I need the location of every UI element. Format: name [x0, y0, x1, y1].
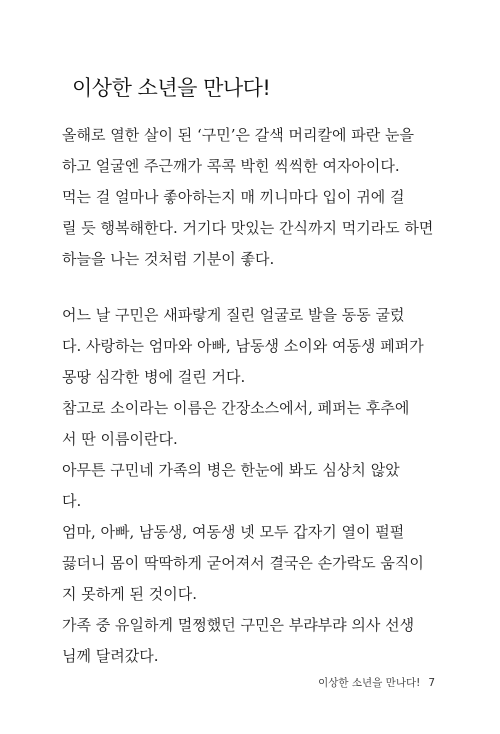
text-line: 서 딴 이름이란다. [62, 430, 178, 448]
text-line: 하고 얼굴엔 주근깨가 콕콕 박힌 씩씩한 여자아이다. [62, 157, 400, 175]
text-line: 아무튼 구민네 가족의 병은 한눈에 봐도 심상치 않았 [62, 461, 400, 479]
text-line: 올해로 열한 살이 된 ‘구민’은 갈색 머리칼에 파란 눈을 [62, 126, 414, 144]
text-line: 어느 날 구민은 새파랗게 질린 얼굴로 발을 동동 굴렀 [62, 306, 405, 324]
text-line: 지 못하게 된 것이다. [62, 585, 197, 603]
text-line: 가족 중 유일하게 멀쩡했던 구민은 부랴부랴 의사 선생 [62, 616, 415, 634]
paragraph [62, 610, 452, 672]
body-text [62, 300, 452, 672]
text-line: 릴 듯 행복해한다. 거기다 맛있는 간식까지 먹기라도 하면 [62, 219, 434, 237]
text-line: 님께 달려갔다. [62, 647, 159, 665]
chapter-title: 이상한 소년을 만나다! [72, 76, 271, 100]
body-text [62, 120, 452, 275]
text-line: 엄마, 아빠, 남동생, 여동생 넷 모두 갑자기 열이 펄펄 [62, 523, 405, 541]
text-line: 끓더니 몸이 딱딱하게 굳어져서 결국은 손가락도 움직이 [62, 554, 424, 572]
text-line: 먹는 걸 얼마나 좋아하는지 매 끼니마다 입이 귀에 걸 [62, 188, 405, 206]
text-line: 다. [62, 492, 82, 510]
text-line: 다. 사랑하는 엄마와 아빠, 남동생 소이와 여동생 페퍼가 [62, 337, 424, 355]
paragraph [62, 393, 452, 455]
text-line: 하늘을 나는 것처럼 기분이 좋다. [62, 250, 275, 268]
paragraph [62, 300, 452, 393]
text-line: 참고로 소이라는 이름은 간장소스에서, 페퍼는 후추에 [62, 399, 410, 417]
text-line: 몽땅 심각한 병에 걸린 거다. [62, 368, 246, 386]
running-title: 이상한 소년을 만나다! [318, 677, 421, 689]
page-footer [300, 675, 435, 690]
page-number: 7 [428, 677, 435, 689]
paragraph [62, 182, 452, 275]
paragraph [62, 455, 452, 517]
paragraph [62, 517, 452, 610]
paragraph [62, 120, 452, 182]
